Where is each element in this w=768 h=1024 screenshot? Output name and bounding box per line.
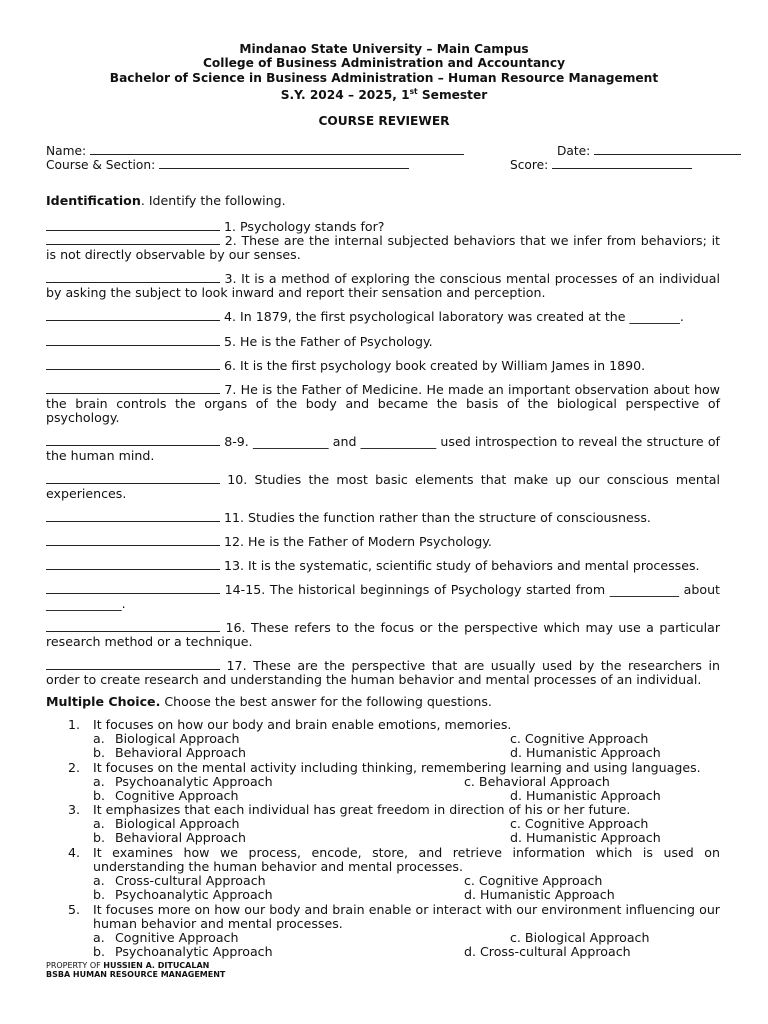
item-text: 3. It is a method of exploring the conscious mental processes of an individual by asking the subject to look inward and report their sensation and perception.	[46, 271, 720, 301]
choice-letter: b.	[93, 830, 105, 845]
choice-c[interactable]: c. Cognitive Approach	[510, 731, 649, 746]
item-text: 12. He is the Father of Modern Psychology.	[224, 534, 492, 549]
item-text: 4. In 1879, the first psychological laboratory was created at the ________.	[224, 309, 684, 324]
answer-blank[interactable]	[46, 557, 220, 570]
answer-blank[interactable]	[46, 471, 220, 484]
college-name: College of Business Administration and Accountancy	[202, 56, 566, 70]
answer-blank[interactable]	[46, 509, 220, 522]
program-name: Bachelor of Science in Business Administration – Human Resource Management	[109, 71, 659, 85]
item-text: 13. It is the systematic, scientific study of behaviors and mental processes.	[224, 558, 700, 573]
choice-d[interactable]: d. Humanistic Approach	[464, 887, 615, 902]
choice-d[interactable]: d. Humanistic Approach	[510, 830, 661, 845]
choice-letter: a.	[93, 731, 105, 746]
item-text: 10. Studies the most basic elements that make up our conscious mental experiences.	[46, 472, 720, 502]
choice-letter: a.	[93, 774, 105, 789]
university-name: Mindanao State University – Main Campus	[239, 42, 529, 56]
choice-text: Psychoanalytic Approach	[115, 944, 273, 959]
question-text: It emphasizes that each individual has great freedom in direction of his or her future.	[93, 802, 631, 817]
choice-b[interactable]	[93, 945, 273, 959]
score-field[interactable]	[510, 157, 692, 172]
identification-item	[46, 357, 720, 373]
footer-owner: HUSSIEN A. DITUCALAN	[103, 961, 210, 970]
name-field[interactable]	[46, 143, 464, 158]
choice-a[interactable]	[93, 874, 266, 888]
answer-blank[interactable]	[46, 533, 220, 546]
item-text: 11. Studies the function rather than the structure of consciousness.	[224, 510, 651, 525]
question-text: It focuses more on how our body and brain enable or interact with our environment influencing our human behavior and mental processes.	[93, 902, 720, 931]
choice-b[interactable]	[93, 746, 246, 760]
multiple-choice-label: Multiple Choice.	[46, 694, 161, 709]
question-number: 2.	[68, 760, 81, 775]
item-text: 5. He is the Father of Psychology.	[224, 334, 433, 349]
choice-letter: b.	[93, 887, 105, 902]
choice-text: Biological Approach	[115, 816, 240, 831]
course-section-field[interactable]	[46, 157, 409, 172]
choice-text: Cognitive Approach	[115, 930, 239, 945]
choice-d[interactable]: d. Cross-cultural Approach	[464, 944, 631, 959]
identification-label: Identification	[46, 193, 141, 208]
answer-blank[interactable]	[46, 581, 220, 594]
choice-letter: b.	[93, 944, 105, 959]
choice-a[interactable]	[93, 732, 240, 746]
item-text: 2. These are the internal subjected behaviors that we infer from behaviors; it is not directly observable by our senses.	[46, 233, 720, 263]
choice-a[interactable]	[93, 931, 238, 945]
score-blank[interactable]	[552, 157, 692, 169]
choice-text: Behavioral Approach	[115, 830, 246, 845]
choice-text: Biological Approach	[115, 731, 240, 746]
answer-blank[interactable]	[46, 232, 220, 245]
identification-item	[46, 509, 720, 525]
document-title: COURSE REVIEWER	[318, 114, 450, 128]
item-text: 7. He is the Father of Medicine. He made an important observation about how the brain controls the organs of the body and became the basis of the biological perspective of psychology.	[46, 382, 720, 426]
choice-a[interactable]	[93, 817, 240, 831]
choice-c[interactable]: c. Biological Approach	[510, 930, 650, 945]
identification-item	[46, 308, 720, 324]
question-number: 3.	[68, 802, 81, 817]
course-section-label: Course & Section:	[46, 158, 156, 172]
choice-c[interactable]: c. Behavioral Approach	[464, 774, 610, 789]
identification-item	[46, 471, 720, 501]
identification-instruction: . Identify the following.	[140, 193, 286, 208]
footer-program-text: BSBA HUMAN RESOURCE MANAGEMENT	[46, 970, 226, 979]
item-text: 14-15. The historical beginnings of Psychology started from ___________ about ____________.	[46, 582, 720, 612]
school-year-sup: st	[409, 87, 418, 96]
choice-c[interactable]: c. Cognitive Approach	[464, 873, 603, 888]
question-number: 1.	[68, 717, 81, 732]
name-label: Name:	[46, 144, 87, 158]
answer-blank[interactable]	[46, 619, 220, 632]
identification-heading	[46, 194, 286, 208]
date-label: Date:	[557, 144, 591, 158]
choice-a[interactable]	[93, 775, 273, 789]
choice-text: Psychoanalytic Approach	[115, 887, 273, 902]
course-section-blank[interactable]	[159, 157, 409, 169]
choice-letter: a.	[93, 930, 105, 945]
identification-item	[46, 533, 720, 549]
question-text: It focuses on how our body and brain enable emotions, memories.	[93, 717, 512, 732]
name-blank[interactable]	[90, 143, 464, 155]
choice-c[interactable]: c. Cognitive Approach	[510, 816, 649, 831]
identification-item	[46, 557, 720, 573]
school-year-text: S.Y. 2024 – 2025, 1	[280, 88, 410, 103]
identification-item	[46, 333, 720, 349]
choice-b[interactable]	[93, 831, 246, 845]
choice-d[interactable]: d. Humanistic Approach	[510, 788, 661, 803]
item-text: 6. It is the first psychology book created by William James in 1890.	[224, 358, 646, 373]
answer-blank[interactable]	[46, 270, 220, 283]
school-year-sem: Semester	[417, 88, 488, 103]
identification-item	[46, 232, 720, 262]
multiple-choice-instruction: Choose the best answer for the following questions.	[160, 694, 492, 709]
identification-item	[46, 619, 720, 649]
identification-item	[46, 270, 720, 300]
choice-text: Psychoanalytic Approach	[115, 774, 273, 789]
choice-letter: b.	[93, 788, 105, 803]
item-text: 1. Psychology stands for?	[224, 219, 385, 234]
choice-text: Behavioral Approach	[115, 745, 246, 760]
date-blank[interactable]	[594, 143, 741, 155]
question-number: 4.	[68, 845, 81, 860]
footer-program	[46, 970, 225, 980]
choice-b[interactable]	[93, 789, 238, 803]
answer-blank[interactable]	[46, 357, 220, 370]
identification-item	[46, 433, 720, 463]
choice-letter: a.	[93, 816, 105, 831]
choice-d[interactable]: d. Humanistic Approach	[510, 745, 661, 760]
choice-b[interactable]	[93, 888, 273, 902]
identification-item	[46, 581, 720, 611]
identification-item	[46, 657, 720, 687]
answer-blank[interactable]	[46, 657, 220, 670]
identification-item	[46, 381, 720, 426]
school-year	[0, 85, 768, 102]
item-text: 8-9. ____________ and ____________ used introspection to reveal the structure of the human mind.	[46, 434, 720, 464]
question-number: 5.	[68, 902, 81, 917]
question-text: It focuses on the mental activity including thinking, remembering learning and using languages.	[93, 760, 701, 775]
choice-letter: b.	[93, 745, 105, 760]
choice-text: Cognitive Approach	[115, 788, 239, 803]
answer-blank[interactable]	[46, 381, 220, 394]
date-field[interactable]	[557, 143, 741, 158]
answer-blank[interactable]	[46, 308, 220, 321]
footer-prefix: PROPERTY OF	[46, 961, 104, 970]
score-label: Score:	[510, 158, 549, 172]
answer-blank[interactable]	[46, 433, 220, 446]
choice-text: Cross-cultural Approach	[115, 873, 266, 888]
item-text: 16. These refers to the focus or the perspective which may use a particular research method or a technique.	[46, 620, 720, 650]
choice-letter: a.	[93, 873, 105, 888]
question-text: It examines how we process, encode, store, and retrieve information which is used on understanding the human behavior and mental processes.	[93, 845, 720, 874]
item-text: 17. These are the perspective that are usually used by the researchers in order to create research and understanding the human behavior and mental processes of an individual.	[46, 658, 720, 688]
multiple-choice-heading	[46, 695, 492, 709]
answer-blank[interactable]	[46, 218, 220, 231]
answer-blank[interactable]	[46, 333, 220, 346]
